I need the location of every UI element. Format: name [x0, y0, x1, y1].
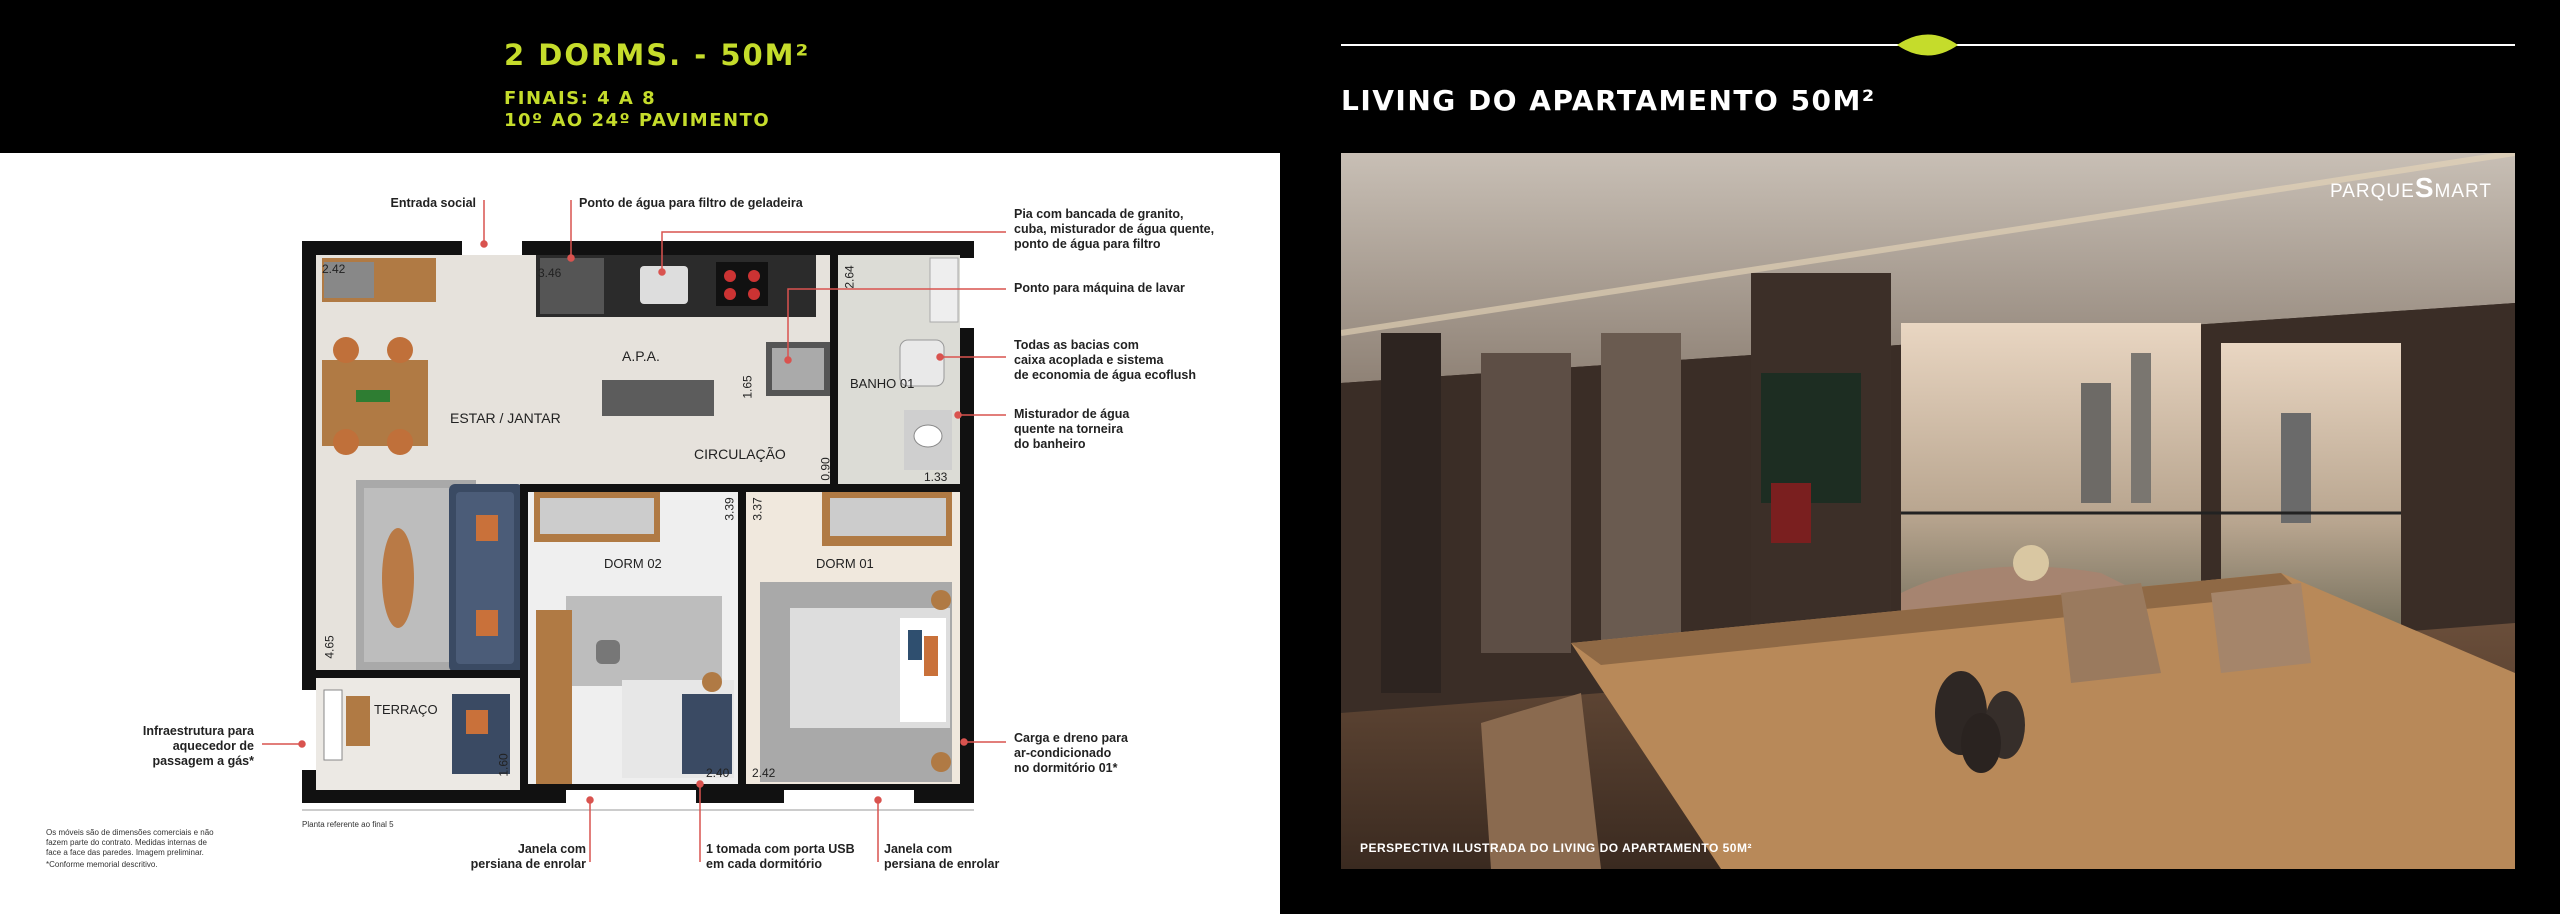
- room-dorm01: DORM 01: [816, 556, 874, 571]
- brand-s: S: [2414, 172, 2435, 203]
- annotation-ponto-agua: Ponto de água para filtro de geladeira: [579, 196, 803, 210]
- brand-right: MART: [2434, 181, 2493, 202]
- photo-caption: PERSPECTIVA ILUSTRADA DO LIVING DO APARTAMENTO 50M²: [1360, 841, 1752, 855]
- living-render-image: [1341, 153, 2515, 869]
- room-dorm02: DORM 02: [604, 556, 662, 571]
- living-render: [1341, 153, 2515, 869]
- decor-line: [1280, 18, 2560, 78]
- dim-label: 4.65: [322, 635, 337, 659]
- dim-label: 1.65: [740, 375, 755, 399]
- dim-label: 1.60: [496, 753, 511, 777]
- room-circulacao: CIRCULAÇÃO: [694, 446, 786, 462]
- unit-title: 2 DORMS. - 50M²: [504, 38, 811, 72]
- room-estar: ESTAR / JANTAR: [450, 410, 561, 426]
- dim-label: 2.40: [706, 766, 730, 780]
- finals-text: FINAIS: 4 A 8: [504, 88, 657, 109]
- room-terraco: TERRAÇO: [374, 702, 438, 717]
- dim-label: 1.33: [924, 470, 948, 484]
- dim-label: 3.37: [750, 497, 765, 521]
- room-apa: A.P.A.: [622, 348, 660, 364]
- room-banho: BANHO 01: [850, 376, 915, 391]
- dim-label: 0.90: [818, 457, 833, 481]
- living-title: LIVING DO APARTAMENTO 50M²: [1341, 84, 1876, 117]
- annotation-misturador: Misturador de água quente na torneira do banheiro: [1014, 407, 1130, 451]
- dim-label: 2.64: [842, 265, 857, 289]
- dim-label: 2.42: [752, 766, 776, 780]
- brand-left: PARQUE: [2330, 181, 2415, 202]
- annotation-carga-dreno: Carga e dreno para ar-condicionado no dormitório 01*: [1014, 731, 1128, 775]
- annotation-ponto-lavar: Ponto para máquina de lavar: [1014, 281, 1185, 295]
- annotation-infra: Infraestrutura para aquecedor de passagem a gás*: [142, 724, 254, 768]
- dim-label: 3.39: [722, 497, 737, 521]
- floors-text: 10º AO 24º PAVIMENTO: [504, 110, 771, 131]
- dim-label: 3.46: [538, 266, 562, 280]
- brand-logo: [2330, 172, 2492, 204]
- disclaimer: Os móveis são de dimensões comerciais e não fazem parte do contrato. Medidas internas de face a face das paredes. Imagem preliminar.: [46, 828, 214, 857]
- annotation-entrada-social: Entrada social: [390, 196, 476, 210]
- dim-label: 2.42: [322, 262, 346, 276]
- annotation-bacias: Todas as bacias com caixa acoplada e sistema de economia de água ecoflush: [1014, 338, 1196, 382]
- annotation-janela-1: Janela com persiana de enrolar: [470, 842, 586, 871]
- annotation-pia: Pia com bancada de granito, cuba, misturador de água quente, ponto de água para filtro: [1014, 207, 1215, 251]
- annotation-janela-2: Janela com persiana de enrolar: [884, 842, 1000, 871]
- annotation-tomada: 1 tomada com porta USB em cada dormitório: [706, 842, 855, 871]
- planta-note: Planta referente ao final 5: [302, 820, 394, 829]
- memorial-note: *Conforme memorial descritivo.: [46, 860, 158, 869]
